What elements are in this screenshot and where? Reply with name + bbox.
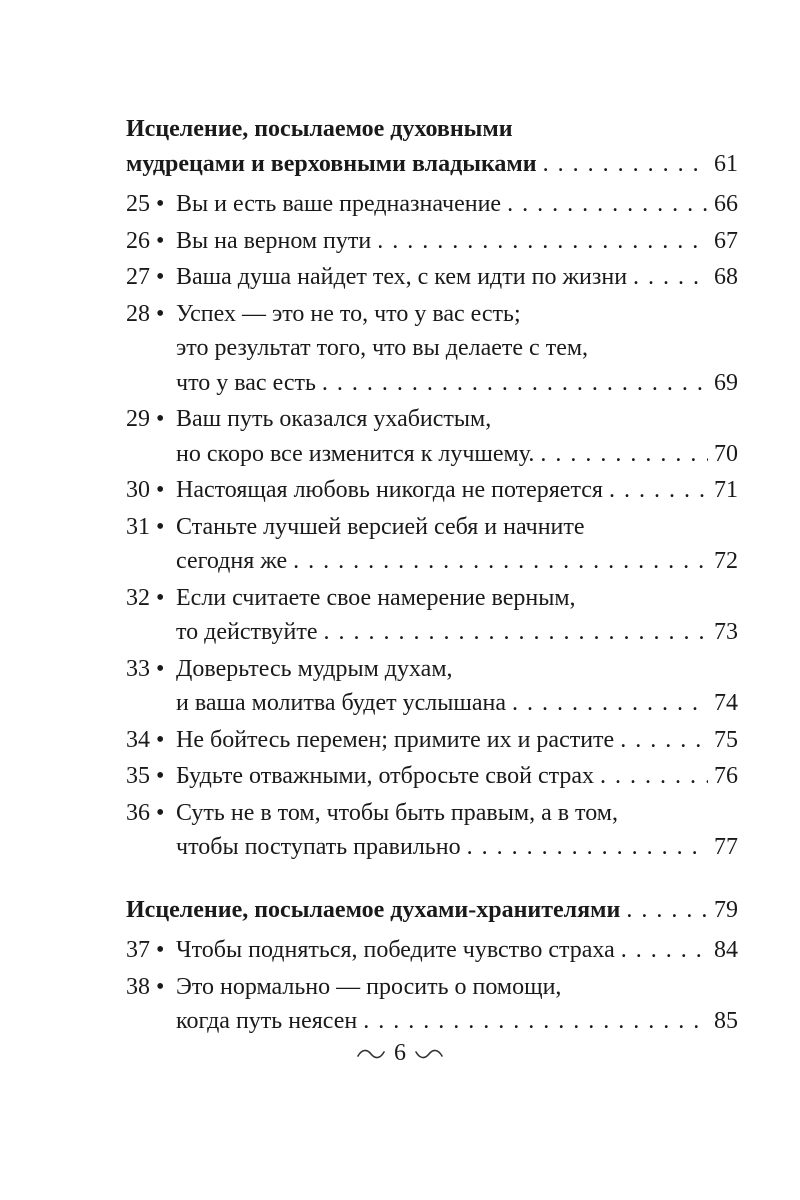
toc-entry[interactable] bbox=[126, 510, 738, 579]
entry-line bbox=[126, 759, 738, 794]
entry-line bbox=[126, 366, 738, 401]
entry-number: 30 • bbox=[126, 477, 165, 503]
section-heading[interactable] bbox=[126, 893, 738, 928]
entry-line bbox=[126, 723, 738, 758]
dot-leader bbox=[322, 366, 708, 401]
left-swash-ornament bbox=[356, 1047, 386, 1061]
entry-page-number: 73 bbox=[714, 619, 738, 645]
entry-number: 29 • bbox=[126, 406, 165, 432]
entry-number: 37 • bbox=[126, 937, 165, 963]
entry-number: 27 • bbox=[126, 264, 165, 290]
entry-line bbox=[126, 1004, 738, 1039]
entry-title-text: Доверьтесь мудрым духам, bbox=[176, 655, 453, 682]
dot-leader bbox=[626, 893, 708, 928]
toc-entry[interactable] bbox=[126, 970, 738, 1039]
entry-number: 32 • bbox=[126, 584, 165, 611]
entry-title-text: Вы на верном пути bbox=[176, 227, 372, 254]
page-number: 6 bbox=[394, 1040, 406, 1066]
section-title-text: Исцеление, посылаемое духовными bbox=[126, 116, 513, 142]
table-of-contents bbox=[126, 112, 738, 1041]
right-swash-ornament bbox=[414, 1047, 444, 1061]
dot-leader bbox=[512, 686, 708, 721]
entry-line bbox=[126, 686, 738, 721]
dot-leader bbox=[363, 1004, 708, 1039]
toc-entry[interactable] bbox=[126, 933, 738, 968]
entry-number: 28 • bbox=[126, 300, 165, 327]
dot-leader bbox=[377, 224, 708, 259]
entry-page-number: 72 bbox=[714, 548, 738, 574]
section-title-line bbox=[126, 112, 738, 147]
entry-title-text: то действуйте bbox=[176, 619, 318, 645]
entry-title-text: что у вас есть bbox=[176, 369, 316, 396]
entry-title-text: и ваша молитва будет услышана bbox=[176, 690, 507, 716]
entry-number: 38 • bbox=[126, 973, 165, 1000]
entry-page-number: 84 bbox=[714, 937, 738, 963]
section-title-line bbox=[126, 147, 738, 182]
toc-entry[interactable] bbox=[126, 581, 738, 650]
entry-number: 25 • bbox=[126, 191, 165, 217]
toc-entry[interactable] bbox=[126, 402, 738, 471]
entry-title-text: это результат того, что вы делаете с тем, bbox=[176, 335, 589, 361]
entry-title-text: Станьте лучшей версией себя и начните bbox=[176, 513, 585, 540]
entry-line bbox=[126, 615, 738, 650]
toc-entry[interactable] bbox=[126, 260, 738, 295]
entry-line bbox=[126, 581, 738, 616]
entry-title-text: Чтобы подняться, победите чувство страха bbox=[176, 937, 615, 963]
entry-line bbox=[126, 331, 738, 366]
dot-leader bbox=[324, 615, 708, 650]
toc-entry[interactable] bbox=[126, 796, 738, 865]
entry-line bbox=[126, 796, 738, 831]
toc-entry[interactable] bbox=[126, 297, 738, 401]
entry-line bbox=[126, 652, 738, 687]
page-folio bbox=[0, 1040, 800, 1067]
section-heading[interactable] bbox=[126, 112, 738, 181]
entry-title-text: Вы и есть ваше предназначение bbox=[176, 191, 502, 217]
toc-entry[interactable] bbox=[126, 723, 738, 758]
entry-page-number: 67 bbox=[714, 227, 738, 254]
entry-title-text: когда путь неясен bbox=[176, 1008, 358, 1034]
dot-leader bbox=[507, 187, 708, 222]
entry-line bbox=[126, 970, 738, 1005]
entry-number: 36 • bbox=[126, 799, 165, 826]
dot-leader bbox=[620, 723, 708, 758]
entry-title-text: Если считаете свое намерение верным, bbox=[176, 584, 576, 611]
entry-line bbox=[126, 510, 738, 545]
entry-title-text: чтобы поступать правильно bbox=[176, 834, 461, 860]
entry-line bbox=[126, 437, 738, 472]
entry-page-number: 74 bbox=[714, 690, 738, 716]
dot-leader bbox=[540, 437, 708, 472]
toc-entry[interactable] bbox=[126, 187, 738, 222]
entry-page-number: 69 bbox=[714, 369, 738, 396]
dot-leader bbox=[467, 830, 708, 865]
entry-title-text: но скоро все изменится к лучшему. bbox=[176, 440, 535, 467]
entry-page-number: 66 bbox=[714, 191, 738, 217]
entry-title-text: Это нормально — просить о помощи, bbox=[176, 973, 562, 1000]
toc-entry[interactable] bbox=[126, 652, 738, 721]
entry-line bbox=[126, 473, 738, 508]
section-title-text: Исцеление, посылаемое духами-хранителями bbox=[126, 896, 621, 923]
section-page-number: 79 bbox=[714, 896, 738, 923]
entry-title-text: Настоящая любовь никогда не потеряется bbox=[176, 477, 603, 503]
entry-title-text: Суть не в том, чтобы быть правым, а в том, bbox=[176, 799, 618, 826]
entry-title-text: Будьте отважными, отбросьте свой страх bbox=[176, 763, 595, 789]
entry-page-number: 85 bbox=[714, 1008, 738, 1034]
entry-title-text: Ваш путь оказался ухабистым, bbox=[176, 406, 492, 432]
entry-line bbox=[126, 933, 738, 968]
toc-entry[interactable] bbox=[126, 473, 738, 508]
entry-line bbox=[126, 260, 738, 295]
entry-number: 34 • bbox=[126, 726, 165, 753]
dot-leader bbox=[600, 759, 708, 794]
section-title-line bbox=[126, 893, 738, 928]
dot-leader bbox=[609, 473, 708, 508]
entry-title-text: сегодня же bbox=[176, 548, 288, 574]
entry-title-text: Ваша душа найдет тех, с кем идти по жизни bbox=[176, 264, 628, 290]
dot-leader bbox=[633, 260, 708, 295]
section-page-number: 61 bbox=[714, 150, 738, 177]
section-title-text: мудрецами и верховными владыками bbox=[126, 150, 537, 177]
dot-leader bbox=[543, 147, 708, 182]
entry-number: 26 • bbox=[126, 227, 165, 254]
entry-title-text: Не бойтесь перемен; примите их и растите bbox=[176, 726, 615, 753]
toc-entry[interactable] bbox=[126, 224, 738, 259]
entry-page-number: 70 bbox=[714, 440, 738, 467]
entry-page-number: 77 bbox=[714, 834, 738, 860]
entry-number: 31 • bbox=[126, 513, 165, 540]
entry-number: 35 • bbox=[126, 763, 165, 789]
entry-title-text: Успех — это не то, что у вас есть; bbox=[176, 300, 521, 327]
entry-page-number: 76 bbox=[714, 763, 738, 789]
dot-leader bbox=[293, 544, 708, 579]
entry-number: 33 • bbox=[126, 655, 165, 682]
entry-line bbox=[126, 830, 738, 865]
entry-line bbox=[126, 402, 738, 437]
entry-line bbox=[126, 297, 738, 332]
toc-entry[interactable] bbox=[126, 759, 738, 794]
entry-line bbox=[126, 544, 738, 579]
entry-line bbox=[126, 224, 738, 259]
entry-page-number: 75 bbox=[714, 726, 738, 753]
entry-page-number: 68 bbox=[714, 264, 738, 290]
dot-leader bbox=[621, 933, 708, 968]
entry-line bbox=[126, 187, 738, 222]
entry-page-number: 71 bbox=[714, 477, 738, 503]
